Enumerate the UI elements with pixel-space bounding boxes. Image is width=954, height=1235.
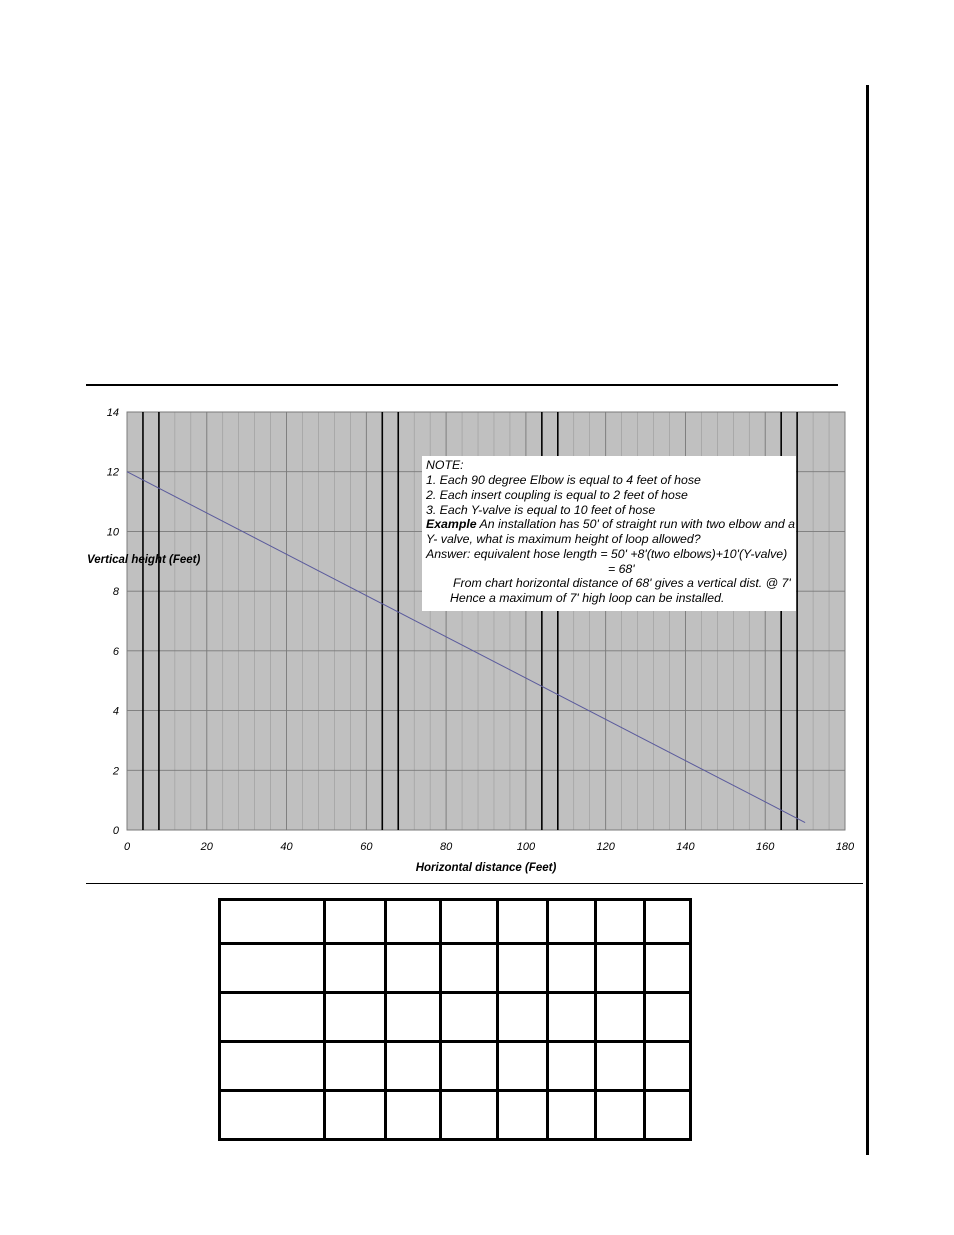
table-cell (498, 900, 548, 944)
table-cell (441, 993, 498, 1042)
note-chart-reading: From chart horizontal distance of 68' gives a vertical dist. @ 7' (453, 576, 791, 590)
x-tick-label: 20 (200, 841, 213, 853)
table-cell (596, 900, 645, 944)
x-tick-label: 100 (516, 841, 536, 853)
table-cell (220, 993, 325, 1042)
table-cell (596, 944, 645, 993)
table-cell (548, 993, 596, 1042)
table-cell (325, 944, 386, 993)
note-item-3: 3. Each Y-valve is equal to 10 feet of hose (426, 503, 656, 517)
x-tick-label: 120 (596, 841, 615, 853)
table-cell (386, 993, 441, 1042)
table-cell (645, 944, 691, 993)
note-example-line-2: Y- valve, what is maximum height of loop allowed? (426, 532, 701, 546)
x-tick-label: 60 (360, 841, 373, 853)
table-cell (220, 1091, 325, 1140)
table-cell (325, 1042, 386, 1091)
x-tick-label: 160 (756, 841, 775, 853)
table-cell (441, 1091, 498, 1140)
table-cell (498, 993, 548, 1042)
note-title: NOTE: (426, 458, 464, 472)
table-row (220, 900, 691, 944)
table-cell (645, 993, 691, 1042)
table-cell (325, 900, 386, 944)
table-cell (498, 944, 548, 993)
x-tick-label: 140 (676, 841, 695, 853)
note-item-2: 2. Each insert coupling is equal to 2 feet of hose (426, 488, 688, 502)
table-cell (441, 1042, 498, 1091)
table-cell (645, 1091, 691, 1140)
table-cell (386, 944, 441, 993)
table-cell (498, 1091, 548, 1140)
table-cell (596, 1042, 645, 1091)
table-cell (441, 944, 498, 993)
note-box (422, 456, 796, 611)
table-cell (548, 1042, 596, 1091)
x-tick-label: 180 (835, 841, 855, 853)
note-answer: Answer: equivalent hose length = 50' +8'(two elbows)+10'(Y-valve) (426, 547, 788, 561)
note-answer-line-2: = 68' (608, 562, 635, 576)
y-tick-label: 4 (112, 705, 119, 718)
note-example-label: Example (426, 517, 477, 531)
note-example (426, 517, 795, 531)
table-row (220, 993, 691, 1042)
table-cell (220, 1042, 325, 1091)
y-tick-label: 10 (106, 526, 119, 539)
table-cell (386, 1042, 441, 1091)
table-cell (596, 1091, 645, 1140)
y-axis-title: Vertical height (Feet) (87, 554, 201, 566)
y-tick-label: 8 (112, 586, 119, 599)
table-row (220, 1091, 691, 1140)
empty-table (218, 898, 692, 1141)
y-tick-label: 0 (112, 825, 119, 837)
table-cell (220, 944, 325, 993)
y-tick-label: 6 (112, 645, 119, 658)
note-item-1: 1. Each 90 degree Elbow is equal to 4 feet of hose (426, 473, 701, 487)
table-cell (498, 1042, 548, 1091)
table-cell (386, 900, 441, 944)
table-cell (548, 944, 596, 993)
x-axis-title: Horizontal distance (Feet) (415, 862, 557, 874)
table-row (220, 944, 691, 993)
table-cell (386, 1091, 441, 1140)
note-conclusion: Hence a maximum of 7' high loop can be installed. (450, 591, 725, 605)
table-cell (645, 900, 691, 944)
x-tick-label: 80 (439, 841, 453, 853)
table-row (220, 1042, 691, 1091)
table-cell (548, 1091, 596, 1140)
chart-bottom-rule (86, 883, 863, 884)
table-cell (441, 900, 498, 944)
y-tick-label: 12 (106, 466, 119, 479)
table-cell (220, 900, 325, 944)
y-tick-label: 14 (106, 407, 119, 419)
table-cell (325, 1091, 386, 1140)
x-tick-label: 40 (280, 841, 293, 853)
table-cell (548, 900, 596, 944)
table-cell (325, 993, 386, 1042)
table-cell (645, 1042, 691, 1091)
y-tick-label: 2 (112, 765, 119, 778)
table-cell (596, 993, 645, 1042)
x-tick-label: 0 (123, 841, 131, 853)
note-example-text: An installation has 50' of straight run with two elbow and a (476, 517, 795, 531)
